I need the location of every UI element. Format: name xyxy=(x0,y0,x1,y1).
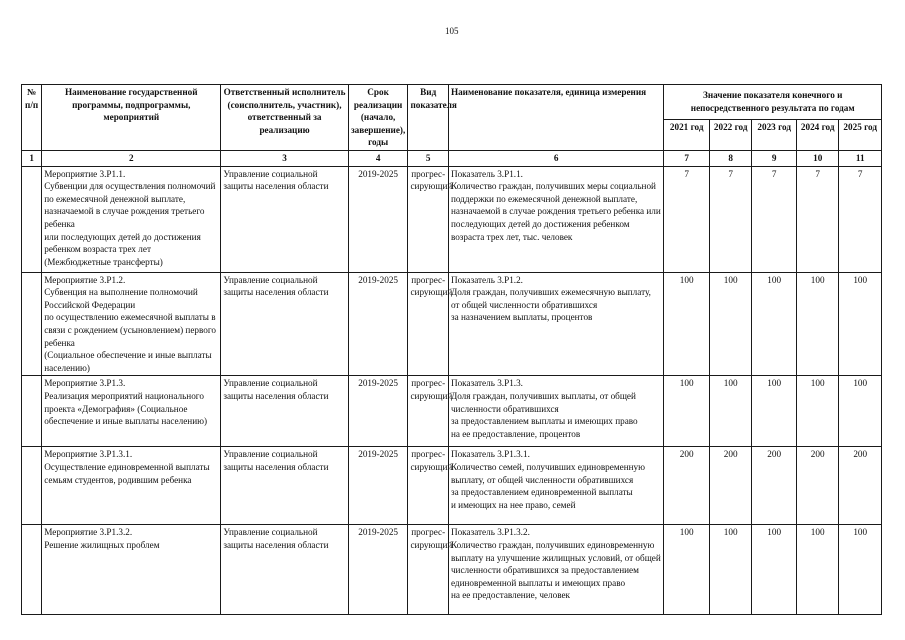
activity-name: Мероприятие 3.Р1.3. Реализация мероприятий национального проекта «Демография» (Социальное обеспечение и иные выплаты населению) xyxy=(42,376,221,447)
value-cell: 7 xyxy=(796,166,838,272)
indicator-type: прогрес- сирующий xyxy=(408,272,448,376)
column-number: 9 xyxy=(752,150,797,166)
header-num: № п/п xyxy=(22,85,42,151)
header-period: Срок реализации (начало, завершение), годы xyxy=(348,85,408,151)
activity-name: Мероприятие 3.Р1.1. Субвенции для осуществления полномочий по ежемесячной денежной выплате, назначаемой в случае рождения третьего ребенка или последующих детей до достижения ребенком возраста трех лет (Межбюджетные трансферты) xyxy=(42,166,221,272)
value-cell: 100 xyxy=(709,272,751,376)
header-values-group: Значение показателя конечного и непосредственного результата по годам xyxy=(664,85,882,120)
indicator-type: прогрес- сирующий xyxy=(408,525,448,615)
period: 2019-2025 xyxy=(348,166,408,272)
table-row xyxy=(22,272,882,376)
activity-name: Мероприятие 3.Р1.3.1. Осуществление единовременной выплаты семьям студентов, родившим ребенка xyxy=(42,447,221,525)
value-cell: 7 xyxy=(709,166,751,272)
indicator-type: прогрес- сирующий xyxy=(408,376,448,447)
executor: Управление социальной защиты населения области xyxy=(221,376,348,447)
column-number: 2 xyxy=(42,150,221,166)
executor: Управление социальной защиты населения области xyxy=(221,166,348,272)
value-cell: 100 xyxy=(752,376,797,447)
value-cell: 100 xyxy=(709,525,751,615)
row-num xyxy=(22,525,42,615)
value-cell: 7 xyxy=(839,166,882,272)
period: 2019-2025 xyxy=(348,447,408,525)
value-cell: 100 xyxy=(664,525,710,615)
period: 2019-2025 xyxy=(348,272,408,376)
indicator: Показатель 3.Р1.3.1. Количество семей, получивших единовременную выплату, от общей численности обратившихся за предоставлением единовременной выплаты и имеющих на нее право, семей xyxy=(448,447,664,525)
value-cell: 100 xyxy=(796,525,838,615)
column-number: 5 xyxy=(408,150,448,166)
value-cell: 100 xyxy=(752,272,797,376)
table-row xyxy=(22,166,882,272)
row-num xyxy=(22,376,42,447)
header-executor: Ответственный исполнитель (соисполнитель, участник), ответственный за реализацию xyxy=(221,85,348,151)
column-number: 3 xyxy=(221,150,348,166)
page-number: 105 xyxy=(445,26,459,36)
value-cell: 100 xyxy=(796,272,838,376)
value-cell: 200 xyxy=(709,447,751,525)
indicator: Показатель 3.Р1.3.2. Количество граждан, получивших единовременную выплату на улучшение жилищных условий, от общей численности обратившихся за предоставлением единовременной выплаты и имеющих право на ее предоставление, человек xyxy=(448,525,664,615)
executor: Управление социальной защиты населения области xyxy=(221,525,348,615)
activity-name: Мероприятие 3.Р1.3.2. Решение жилищных проблем xyxy=(42,525,221,615)
row-num xyxy=(22,166,42,272)
value-cell: 200 xyxy=(752,447,797,525)
indicator: Показатель 3.Р1.3. Доля граждан, получивших выплаты, от общей численности обратившихся за предоставлением выплаты и имеющих право на ее предоставление, процентов xyxy=(448,376,664,447)
header-row xyxy=(22,85,882,120)
value-cell: 100 xyxy=(839,272,882,376)
indicator: Показатель 3.Р1.1. Количество граждан, получивших меры социальной поддержки по ежемесячной денежной выплате, назначаемой в случае рождения третьего ребенка или последующих детей до достижения ребенком возраста трех лет, тыс. человек xyxy=(448,166,664,272)
period: 2019-2025 xyxy=(348,376,408,447)
header-type: Вид показателя xyxy=(408,85,448,151)
executor: Управление социальной защиты населения области xyxy=(221,447,348,525)
indicator: Показатель 3.Р1.2. Доля граждан, получивших ежемесячную выплату, от общей численности обратившихся за назначением выплаты, процентов xyxy=(448,272,664,376)
period: 2019-2025 xyxy=(348,525,408,615)
header-year: 2025 год xyxy=(839,120,882,151)
value-cell: 100 xyxy=(796,376,838,447)
row-num xyxy=(22,447,42,525)
value-cell: 100 xyxy=(709,376,751,447)
value-cell: 100 xyxy=(664,376,710,447)
table-row xyxy=(22,376,882,447)
value-cell: 200 xyxy=(664,447,710,525)
header-indicator: Наименование показателя, единица измерения xyxy=(448,85,664,151)
value-cell: 100 xyxy=(839,376,882,447)
indicator-type: прогрес- сирующий xyxy=(408,447,448,525)
value-cell: 7 xyxy=(664,166,710,272)
value-cell: 100 xyxy=(664,272,710,376)
indicator-type: прогрес- сирующий xyxy=(408,166,448,272)
column-number: 10 xyxy=(796,150,838,166)
table-row xyxy=(22,447,882,525)
value-cell: 7 xyxy=(752,166,797,272)
value-cell: 200 xyxy=(796,447,838,525)
program-table xyxy=(21,84,882,615)
column-number: 1 xyxy=(22,150,42,166)
column-number-row xyxy=(22,150,882,166)
activity-name: Мероприятие 3.Р1.2. Субвенция на выполнение полномочий Российской Федерации по осуществлению ежемесячной выплаты в связи с рождением (усыновлением) первого ребенка (Социальное обеспечение и иные выплаты населению) xyxy=(42,272,221,376)
column-number: 11 xyxy=(839,150,882,166)
table-row xyxy=(22,525,882,615)
column-number: 7 xyxy=(664,150,710,166)
header-year: 2023 год xyxy=(752,120,797,151)
header-year: 2024 год xyxy=(796,120,838,151)
header-year: 2022 год xyxy=(709,120,751,151)
header-name: Наименование государственной программы, подпрограммы, мероприятий xyxy=(42,85,221,151)
header-year: 2021 год xyxy=(664,120,710,151)
executor: Управление социальной защиты населения области xyxy=(221,272,348,376)
row-num xyxy=(22,272,42,376)
value-cell: 100 xyxy=(839,525,882,615)
column-number: 8 xyxy=(709,150,751,166)
value-cell: 200 xyxy=(839,447,882,525)
column-number: 4 xyxy=(348,150,408,166)
column-number: 6 xyxy=(448,150,664,166)
value-cell: 100 xyxy=(752,525,797,615)
